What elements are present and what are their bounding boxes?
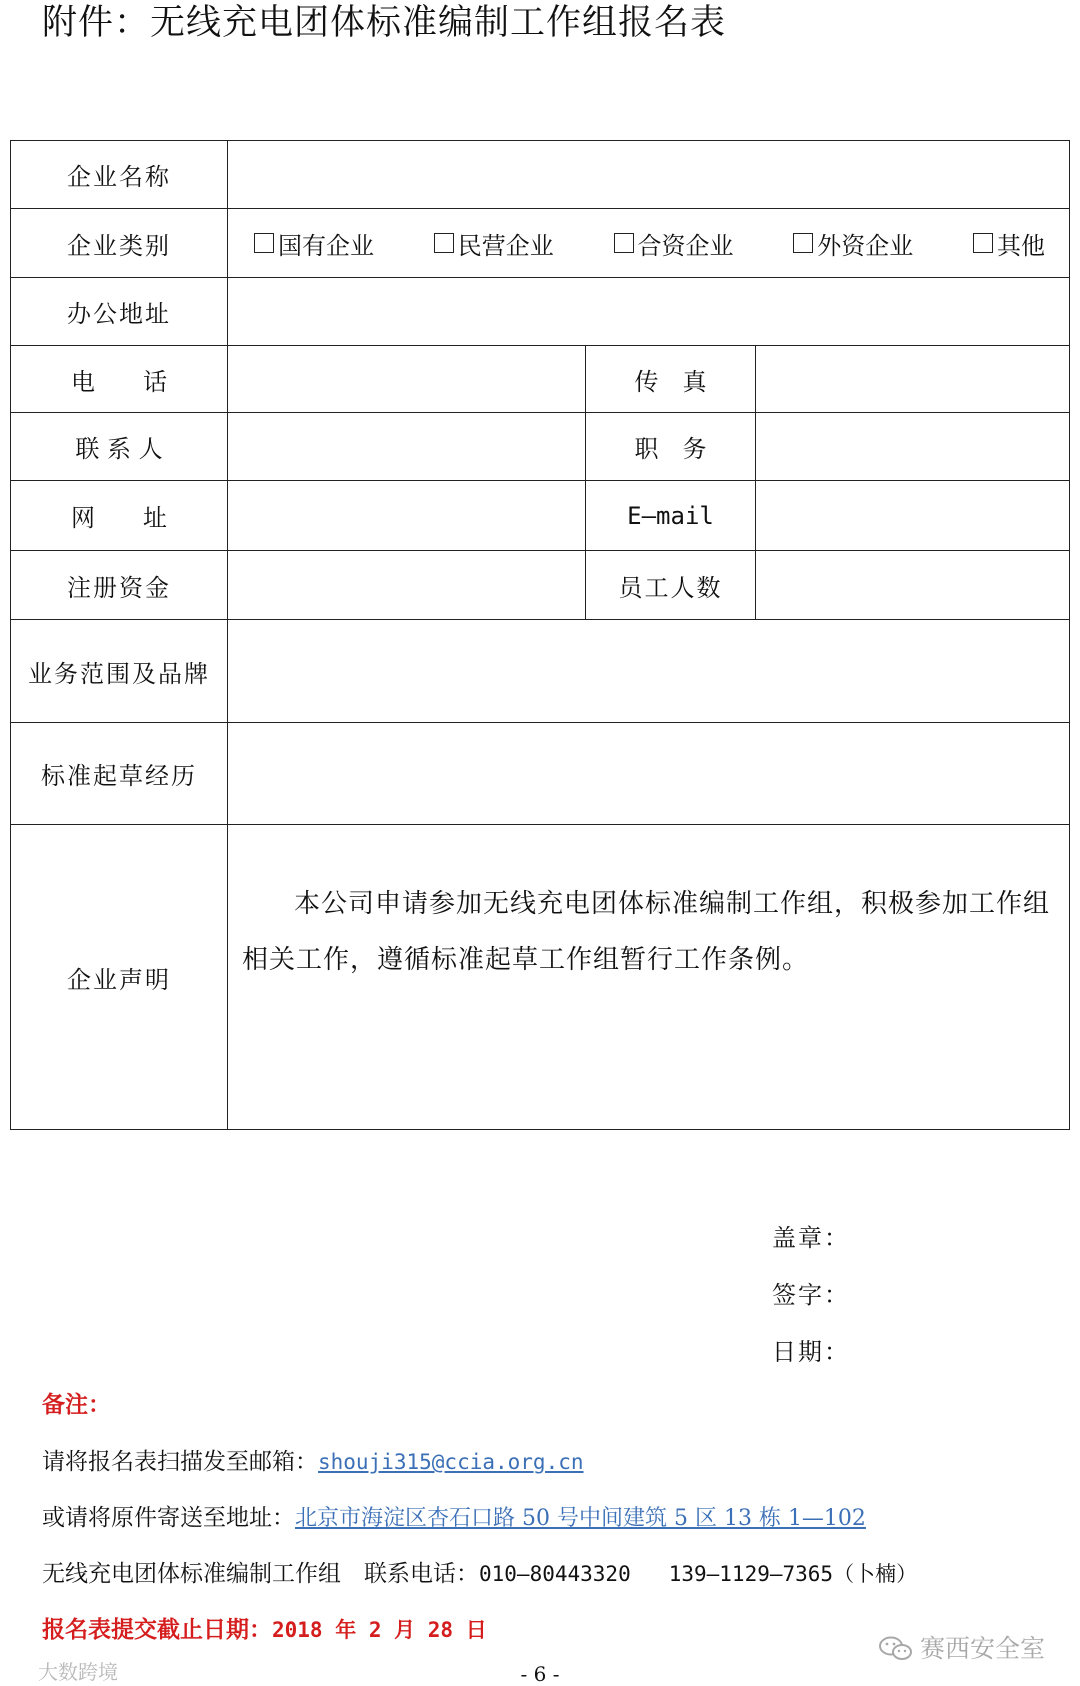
option-private[interactable] (434, 226, 554, 261)
website-label: 网 址 (11, 481, 228, 551)
experience-field[interactable] (228, 723, 1070, 825)
checkbox-empty-icon[interactable] (973, 233, 993, 253)
position-label: 职 务 (586, 413, 756, 481)
row-capital-employees (11, 551, 1070, 620)
option-label: 民营企业 (457, 231, 554, 260)
remarks-heading: 备注： (42, 1391, 111, 1418)
row-office-address (11, 278, 1070, 346)
checkbox-empty-icon[interactable] (793, 233, 813, 253)
capital-field[interactable] (228, 551, 586, 620)
fax-label: 传 真 (586, 346, 756, 413)
company-type-label: 企业类别 (11, 209, 228, 278)
date-label: 日期： (772, 1338, 850, 1366)
declaration-cell (228, 825, 1070, 1130)
fax-field[interactable] (756, 346, 1070, 413)
deadline-prefix: 报名表提交截止日期： (42, 1616, 272, 1643)
contact-phone-1: 010—80443320 (479, 1562, 631, 1586)
employees-label: 员工人数 (586, 551, 756, 620)
address-line-prefix: 或请将原件寄送至地址： (42, 1505, 295, 1531)
company-name-field[interactable] (228, 141, 1070, 209)
checkbox-empty-icon[interactable] (254, 233, 274, 253)
declaration-text: 本公司申请参加无线充电团体标准编制工作组，积极参加工作组相关工作，遵循标准起草工作组暂行工作条例。 (242, 889, 1051, 975)
option-label: 合资企业 (637, 231, 734, 260)
row-declaration (11, 825, 1070, 1130)
option-foreign[interactable] (793, 226, 913, 261)
contact-line-prefix: 无线充电团体标准编制工作组 联系电话： (42, 1561, 479, 1587)
employees-field[interactable] (756, 551, 1070, 620)
signature-label: 签字： (772, 1281, 850, 1309)
email-link[interactable]: shouji315@ccia.org.cn (318, 1450, 584, 1474)
option-other[interactable] (973, 226, 1045, 261)
position-field[interactable] (756, 413, 1070, 481)
seal-label: 盖章： (772, 1224, 850, 1252)
office-address-field[interactable] (228, 278, 1070, 346)
contact-field[interactable] (228, 413, 586, 481)
contact-label: 联 系 人 (11, 413, 228, 481)
email-line-prefix: 请将报名表扫描发至邮箱： (42, 1449, 318, 1475)
email-field[interactable] (756, 481, 1070, 551)
row-contact-position (11, 413, 1070, 481)
phone-field[interactable] (228, 346, 586, 413)
remark-address-line (42, 1499, 866, 1532)
option-label: 外资企业 (817, 231, 914, 260)
remark-contact-line (42, 1555, 917, 1588)
option-joint-venture[interactable] (614, 226, 734, 261)
business-field[interactable] (228, 620, 1070, 723)
option-label: 其他 (997, 231, 1045, 260)
business-label: 业务范围及品牌 (11, 620, 228, 723)
company-type-options (228, 209, 1070, 278)
address-link[interactable]: 北京市海淀区杏石口路 50 号中间建筑 5 区 13 栋 1—102 (295, 1506, 866, 1531)
remark-deadline-line (42, 1611, 487, 1644)
page-number: - 6 - (520, 1662, 560, 1686)
row-company-name (11, 141, 1070, 209)
capital-label: 注册资金 (11, 551, 228, 620)
watermark-left: 大数跨境 (38, 1660, 118, 1684)
checkbox-empty-icon[interactable] (434, 233, 454, 253)
contact-phone-2: 139—1129—7365（卜楠） (668, 1562, 918, 1586)
deadline-date: 2018 年 2 月 28 日 (272, 1618, 487, 1642)
remark-email-line (42, 1443, 584, 1476)
page-title: 附件：无线充电团体标准编制工作组报名表 (42, 3, 727, 43)
row-company-type (11, 209, 1070, 278)
website-field[interactable] (228, 481, 586, 551)
company-name-label: 企业名称 (11, 141, 228, 209)
watermark-right (878, 1629, 1045, 1665)
row-experience (11, 723, 1070, 825)
office-address-label: 办公地址 (11, 278, 228, 346)
declaration-label: 企业声明 (11, 825, 228, 1130)
email-label: E—mail (586, 481, 756, 551)
registration-form (10, 140, 1070, 1130)
experience-label: 标准起草经历 (11, 723, 228, 825)
checkbox-empty-icon[interactable] (614, 233, 634, 253)
row-business-scope (11, 620, 1070, 723)
option-state-owned[interactable] (254, 226, 374, 261)
wechat-icon (878, 1635, 914, 1663)
option-label: 国有企业 (278, 231, 374, 260)
row-phone-fax (11, 346, 1070, 413)
phone-label: 电 话 (11, 346, 228, 413)
row-website-email (11, 481, 1070, 551)
watermark-right-text: 赛西安全室 (920, 1634, 1046, 1663)
